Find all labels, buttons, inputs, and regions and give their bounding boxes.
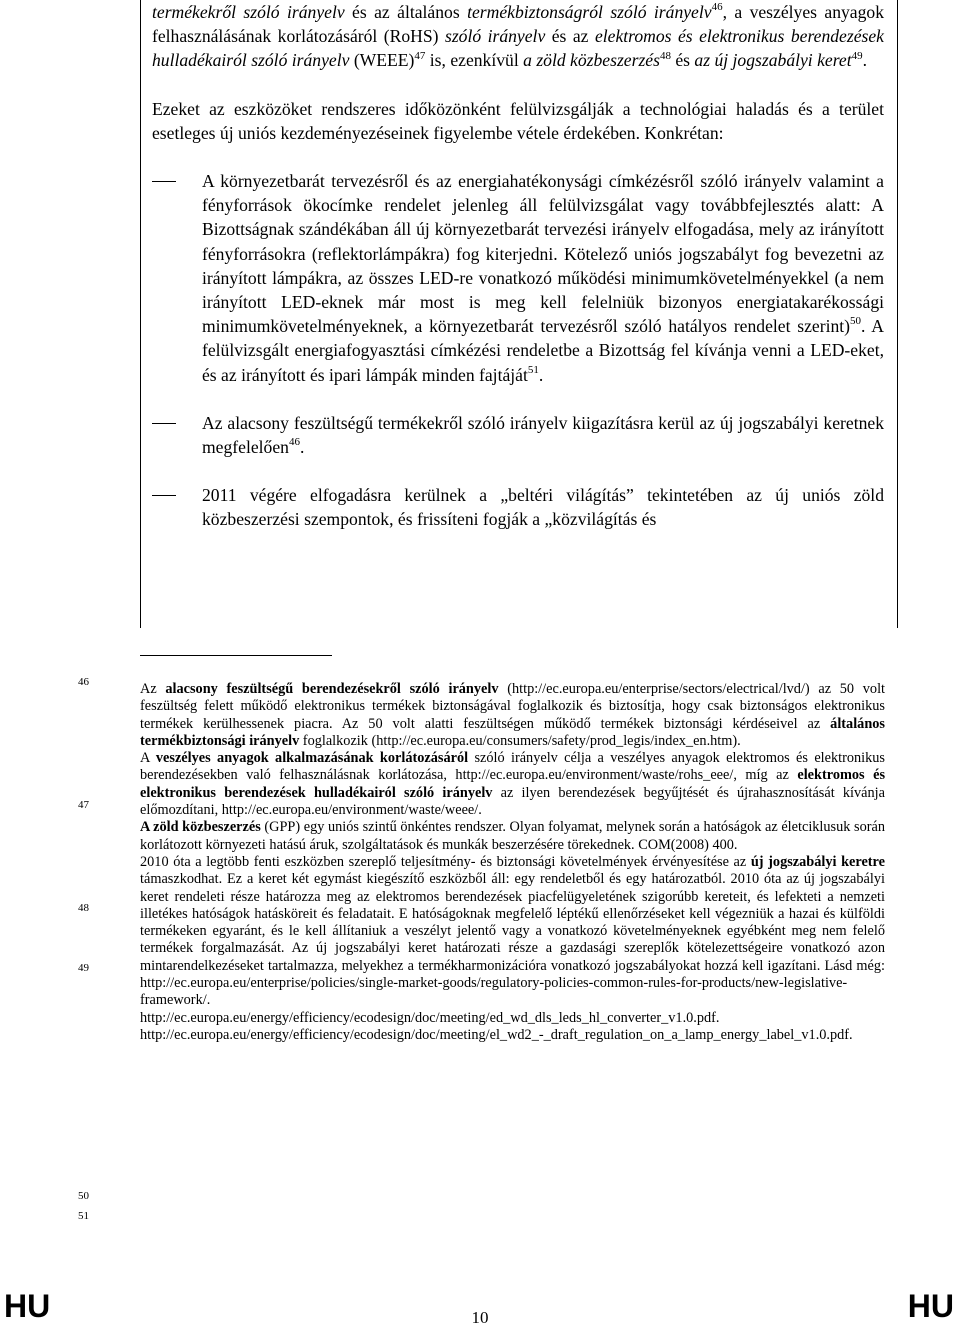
page-number: 10 — [471, 1308, 489, 1327]
main-body-text — [152, 0, 884, 532]
bullet-ecodesign: A környezetbarát tervezésről és az energiahatékonysági címkézésről szóló irányelv valamint a fényforrások ökocímke rendelet jelenleg áll felülvizsgálat vagy továbbfejlesztés alatt: A Bizottságnak szándékában áll új környezetbarát tervezési irányelv elfogadása, mely az irányított fényforrásokra (reflektorlámpákra) fog kiterjedni. Kötelező uniós jogszabályt fog bevezetni az irányított lámpákra, az összes LED-re vonatkozó működési minimumkövetelményekkel (a nem irányított LED-eknek már most is meg kell felelniük bizonyos energiatakarékossági minimumkövetelményeknek, a környezetbarát tervezésről szóló hatályos rendelet szerint)$^{50}$. A felülvizsgált energiafogyasztási címkézési rendeletbe a Bizottság fel kívánja venni a LED-eket, és az irányított és ipari lámpák minden fajtáját$^{51}$. — [152, 169, 884, 387]
footnote-ref-51[interactable]: 51 — [527, 363, 539, 376]
bullet-low-voltage: Az alacsony feszültségű termékekről szóló irányelv kiigazításra kerül az új jogszabályi keretnek megfelelően$^{46}$. — [152, 411, 884, 459]
footnote-51: http://ec.europa.eu/energy/efficiency/ecodesign/doc/meeting/el_wd2_-_draft_regulation_on_a_lamp_energy_label_v1.0.pdf. — [140, 1026, 853, 1043]
footnote-46: Az alacsony feszültségű berendezésekről szóló irányelv (http://ec.europa.eu/enterprise/sectors/electrical/lvd/) az 50 volt feszültség felett működő elektronikus termékek biztonságával foglalkozik és biztosítja, hogy csak biztonságos elektronikus termékek kerülhessenek piacra. Az 50 volt alatti feszültségen működő termékek biztonsági kérdéseivel az általános termékbiztonsági irányelv foglalkozik (http://ec.europa.eu/consumers/safety/prod_legis/index_en.htm). — [140, 681, 886, 749]
footnote-ref-48[interactable]: 48 — [659, 49, 671, 62]
paragraph-legal-instruments: termékekről szóló irányelv és az általános termékbiztonságról szóló irányelv$^{46}$, a veszélyes anyagok felhasználásának korlátozásáról (RoHS) szóló irányelv és az elektromos és elektronikus berendezések hulladékairól szóló irányelv (WEEE)$^{47}$ is, ezenkívül a zöld közbeszerzés$^{48}$ és az új jogszabályi keret$^{49}$. — [152, 1, 884, 71]
footnote-number: 48 — [78, 902, 89, 914]
footnote-47: A veszélyes anyagok alkalmazásának korlátozásáról szóló irányelv célja a veszélyes anyagok elektromos és elektronikus berendezésekben való felhasználásnak korlátozása, http://ec.europa.eu/environment/waste/rohs_eee/, míg az elektromos és elektronikus berendezések hulladékairól szóló irányelv az ilyen berendezések begyűjtését és újrahasznosítását kívánja előmozdítani, http://ec.europa.eu/environment/waste/weee/. — [140, 750, 886, 819]
footnote-number: 46 — [78, 676, 89, 688]
footnote-ref-47[interactable]: 47 — [414, 49, 426, 62]
footnote-number: 50 — [78, 1190, 89, 1202]
footnote-ref-46[interactable]: 46 — [288, 436, 300, 449]
paragraph-review: Ezeket az eszközöket rendszeres időközönként felülvizsgálják a technológiai haladás és a terület esetleges új uniós kezdeményezéseinek figyelembe vétele érdekében. Konkrétan: — [152, 98, 884, 143]
footnote-separator — [140, 655, 332, 656]
language-code-left: HU — [4, 1288, 51, 1324]
footnote-49: 2010 óta a legtöbb fenti eszközben szereplő teljesítmény- és biztonsági követelmények érvényesítése az új jogszabályi keretre támaszkodhat. Ez a keret két egymást kiegészítő eszközből áll: egy rendeletből és egy határozatból. 2010 óta az új jogszabályi keret rendeleti része határozza meg az elektromos berendezések piacfelügyeletének szigorúbb kereteit, és lefekteti a nemzeti illetékes hatóságok hatásköreit és feladatait. E hatóságoknak megfelelő léptékű ellenőrzéseket kell végezniük a hazai és külföldi termékeken egyaránt, és le kell állítaniuk a veszélyt jelentő vagy a vonatkozó követelményeknek egyébként meg nem felelő termékek forgalmazását. Az új jogszabályi keret határozati része a gazdasági szereplők kötelezettségeire vonatkozó azon mintarendelkezéseket tartalmazza, melyekhez a termékharmonizációra vonatkozó jogszabályokat hozzá kell igazítani. Lásd még: http://ec.europa.eu/enterprise/policies/single-market-goods/regulatory-policies-common-rules-for-products/new-legislative-framework/. — [140, 853, 885, 1009]
footnotes — [140, 681, 885, 1044]
footnote-48: A zöld közbeszerzés (GPP) egy uniós szintű önkéntes rendszer. Olyan folyamat, melynek során a hatóságok az életciklusuk során korlátozott környezeti hatású áruk, szolgáltatások és munkák beszerzésére törekednek. COM(2008) 400. — [140, 819, 885, 853]
footnote-ref-46[interactable]: 46 — [711, 1, 723, 14]
bullet-green-procurement: 2011 végére elfogadásra kerülnek a „beltéri világítás” tekintetében az új uniós zöld közbeszerzési szempontok, és frissíteni fogják a „közvilágítás és — [152, 483, 884, 531]
language-code-right: HU — [907, 1288, 954, 1324]
footnote-number: 51 — [78, 1210, 89, 1222]
footnote-50: http://ec.europa.eu/energy/efficiency/ecodesign/doc/meeting/ed_wd_dls_leds_hl_converter_v1.0.pdf. — [140, 1009, 720, 1026]
dash-bullet-icon — [152, 423, 176, 424]
footnote-number: 47 — [78, 799, 89, 811]
footnote-ref-49[interactable]: 49 — [851, 49, 863, 62]
footnote-ref-50[interactable]: 50 — [850, 315, 862, 328]
dash-bullet-icon — [152, 181, 176, 182]
footnote-number: 49 — [78, 962, 89, 974]
dash-bullet-icon — [152, 495, 176, 496]
